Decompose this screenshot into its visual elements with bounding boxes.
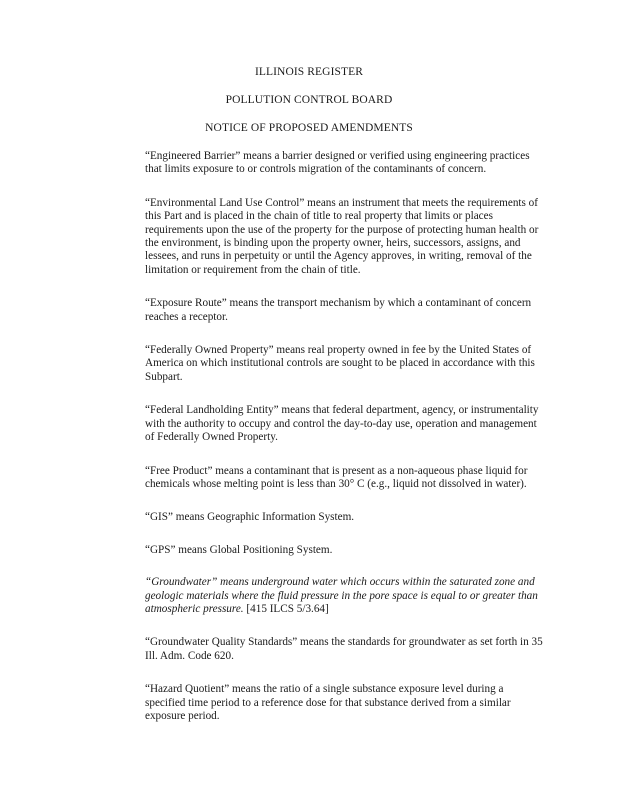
definitions-body [145,150,545,743]
definition-groundwater [145,576,545,616]
definition-groundwater-quality-standards: “Groundwater Quality Standards” means the standards for groundwater as set forth in 35 Ill. Adm. Code 620. [145,636,543,662]
notice-title: NOTICE OF PROPOSED AMENDMENTS [205,122,413,134]
groundwater-statutory-text: “Groundwater” means underground water which occurs within the saturated zone and geologic materials where the fluid pressure in the pore space is equal to or greater than atmospheric pressure. [145,576,538,615]
definition-free-product: “Free Product” means a contaminant that is present as a non-aqueous phase liquid for chemicals whose melting point is less than 30° C (e.g., liquid not dissolved in water). [145,464,528,490]
board-title: POLLUTION CONTROL BOARD [225,94,393,106]
definition-environmental-land-use-control: “Environmental Land Use Control” means an instrument that meets the requirements of this Part and is placed in the chain of title to real property that limits or places requirements upon the use of the property for the purpose of protecting human health or the environment, is binding upon the property owner, heirs, successors, assigns, and lessees, and runs in perpetuity or until the Agency approves, in writing, removal of the limitation or requirement from the chain of title. [145,196,539,276]
register-title: ILLINOIS REGISTER [254,66,364,78]
definition-hazard-quotient: “Hazard Quotient” means the ratio of a single substance exposure level during a specified time period to a reference dose for that substance derived from a similar exposure period. [145,683,511,722]
definition-federal-landholding-entity: “Federal Landholding Entity” means that federal department, agency, or instrumentality with the authority to occupy and control the day-to-day use, operation and management of Federally Owned Property. [145,404,539,444]
definition-federally-owned-property: “Federally Owned Property” means real property owned in fee by the United States of America on which institutional controls are sought to be placed in accordance with this Subpart. [145,344,535,383]
groundwater-citation: [415 ILCS 5/3.64] [243,602,329,615]
definition-exposure-route: “Exposure Route” means the transport mechanism by which a contaminant of concern reaches a receptor. [145,297,532,323]
definition-engineered-barrier: “Engineered Barrier” means a barrier designed or verified using engineering practices that limits exposure to or controls migration of the contaminants of concern. [145,150,530,176]
definition-gps: “GPS” means Global Positioning System. [145,543,333,556]
definition-gis: “GIS” means Geographic Information System. [145,511,355,524]
